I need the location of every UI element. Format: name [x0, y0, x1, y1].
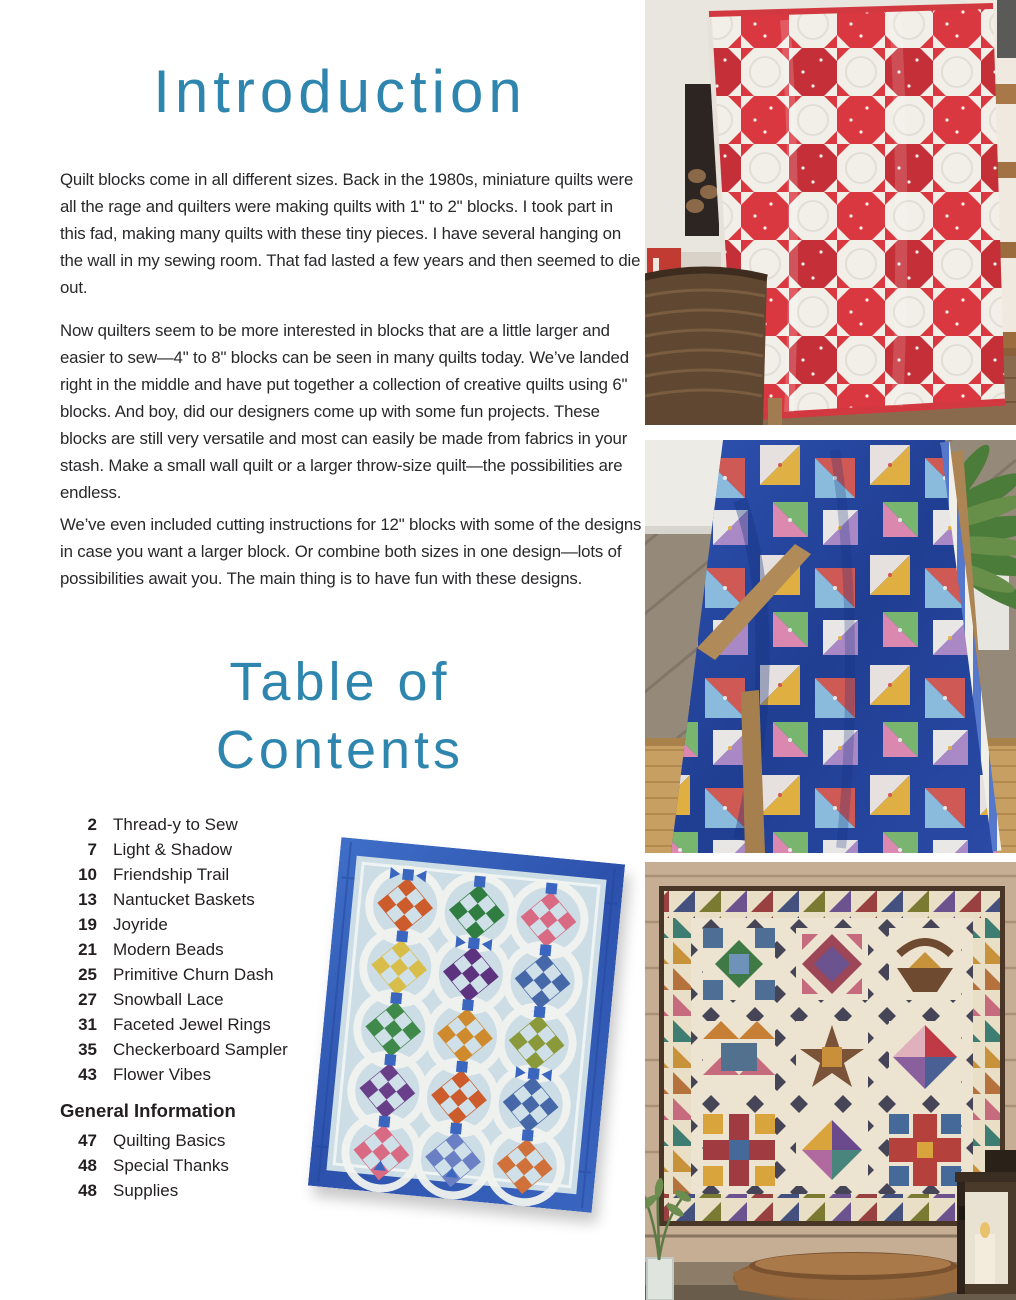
toc-item-page: 27	[78, 990, 97, 1009]
red-white-quilt-photo	[645, 0, 1016, 425]
intro-paragraph-1: Quilt blocks come in all different sizes. Back in the 1980s, miniature quilts were all the rage and quilters were making quilts with 1" to 2" blocks. I took part in this fad, making many quilts with these tiny pieces. I have several hanging on the wall in my sewing room. That fad lasted a few years and then seemed to die out.	[60, 170, 641, 297]
toc-item-title: Modern Beads	[113, 940, 224, 959]
toc-item-page: 31	[78, 1015, 97, 1034]
toc-item	[60, 887, 360, 912]
intro-paragraph-3: We’ve even included cutting instructions for 12" blocks with some of the designs in case you want a larger block. Or combine both sizes in one design—lots of possibilities await you. The main thing is to have fun with these designs.	[60, 515, 642, 588]
toc-item	[60, 987, 360, 1012]
toc-item	[60, 1062, 360, 1087]
toc-item-page: 25	[78, 965, 97, 984]
toc-item	[60, 837, 360, 862]
sampler-quilt-photo	[645, 862, 1016, 1300]
intro-paragraph-2: Now quilters seem to be more interested in blocks that are a little larger and easier to sew—4" to 8" blocks can be seen in many quilts today. We’ve landed right in the middle and have put together a collection of creative quilts using 6" blocks. And boy, did our designers come up with some fun projects. These blocks are still very versatile and most can easily be made from fabrics in your stash. Make a small wall quilt or a larger throw-size quilt—the possibilities are endless.	[60, 321, 629, 502]
toc-item-page: 19	[78, 915, 97, 934]
toc-item-title: Joyride	[113, 915, 168, 934]
toc-item	[60, 937, 360, 962]
toc-item-title: Primitive Churn Dash	[113, 965, 274, 984]
toc-item-title: Flower Vibes	[113, 1065, 211, 1084]
toc-item-page: 2	[87, 815, 97, 834]
toc-item	[60, 862, 360, 887]
toc-item-title: Checkerboard Sampler	[113, 1040, 288, 1059]
toc-item-title: Snowball Lace	[113, 990, 224, 1009]
toc-item	[60, 962, 360, 987]
toc-item-title: Thread-y to Sew	[113, 815, 238, 834]
toc-item-page: 43	[78, 1065, 97, 1084]
toc-heading-line2: Contents	[215, 720, 465, 780]
toc-item-page: 21	[78, 940, 97, 959]
toc-heading	[60, 648, 620, 784]
photo-column	[645, 0, 1016, 1300]
toc-item-title: Nantucket Baskets	[113, 890, 255, 909]
toc-item-page: 7	[87, 840, 97, 859]
toc-item	[60, 812, 360, 837]
toc-item	[60, 1012, 360, 1037]
blue-pinwheel-quilt-photo	[645, 440, 1016, 853]
toc-item-page: 35	[78, 1040, 97, 1059]
toc-item-page: 48	[78, 1156, 97, 1175]
toc-item-title: Special Thanks	[113, 1156, 229, 1175]
toc-item	[60, 912, 360, 937]
toc-item-title: Light & Shadow	[113, 840, 233, 859]
toc-item-page: 13	[78, 890, 97, 909]
toc-item	[60, 1037, 360, 1062]
toc-list	[60, 812, 360, 1087]
intro-heading: Introduction	[153, 58, 527, 125]
toc-heading-line1: Table of	[229, 652, 451, 712]
toc-item-title: Quilting Basics	[113, 1131, 226, 1150]
toc-item-title: Supplies	[113, 1181, 179, 1200]
general-information-heading: General Information	[60, 1100, 236, 1121]
toc-item-page: 48	[78, 1181, 97, 1200]
toc-item-page: 10	[78, 865, 97, 884]
toc-item-page: 47	[78, 1131, 97, 1150]
toc-item-title: Faceted Jewel Rings	[113, 1015, 271, 1034]
toc-item-title: Friendship Trail	[113, 865, 230, 884]
toc-quilt-photo	[308, 837, 625, 1213]
